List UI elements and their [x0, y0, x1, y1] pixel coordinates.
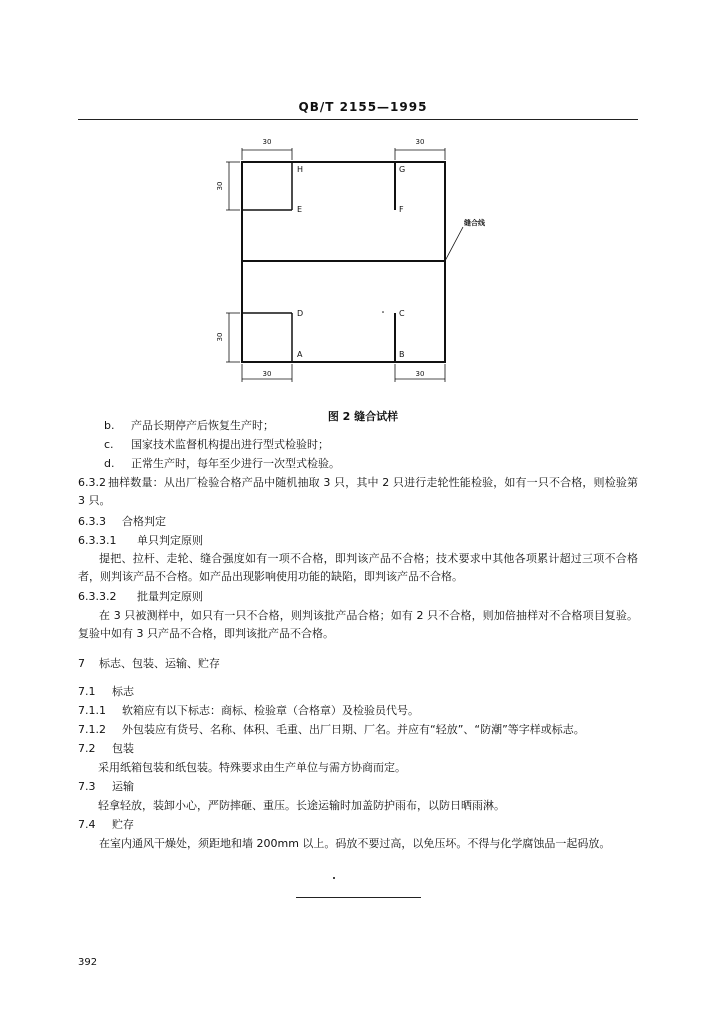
item-b-text: 产品长期停产后恢复生产时； [131, 419, 274, 432]
section-72-body: 采用纸箱包装和纸包装。特殊要求由生产单位与需方协商而定。 [98, 761, 406, 774]
section-6331-number: 6.3.3.1 [78, 534, 117, 547]
header-rule [78, 119, 638, 120]
page-number: 392 [78, 957, 98, 968]
section-71-title: 标志 [112, 685, 134, 698]
dim-top-left-label: 30 [262, 138, 272, 146]
section-73-body: 轻拿轻放，装卸小心，严防摔砸、重压。长途运输时加盖防护雨布，以防日晒雨淋。 [98, 799, 505, 812]
section-7-number: 7 [78, 657, 85, 670]
page-header: QB/T 2155—1995 [298, 100, 428, 114]
label-G: G [399, 165, 406, 174]
section-633-title: 合格判定 [122, 515, 166, 528]
seam-label: 缝合线 [464, 219, 485, 227]
section-712-number: 7.1.2 [78, 723, 106, 736]
label-F: F [399, 205, 404, 214]
seam-leader [445, 227, 463, 261]
label-C: C [399, 309, 405, 318]
section-6331-title: 单只判定原则 [137, 534, 203, 547]
item-c-text: 国家技术监督机构提出进行型式检验时； [131, 438, 329, 451]
section-72-number: 7.2 [78, 742, 96, 755]
section-6332-body: 在 3 只被测样中，如只有一只不合格，则判该批产品合格；如有 2 只不合格，则加倍抽样对不合格项目复验。复验中如有 3 只产品不合格，即判该批产品不合格。 [78, 609, 638, 640]
section-73-number: 7.3 [78, 780, 96, 793]
dim-bottom-right-label: 30 [415, 370, 425, 378]
dim-left-top-label: 30 [216, 181, 224, 191]
section-71-number: 7.1 [78, 685, 96, 698]
section-6332-number: 6.3.3.2 [78, 590, 117, 603]
label-B: B [399, 350, 405, 359]
label-H: H [297, 165, 304, 174]
item-d-text: 正常生产时，每年至少进行一次型式检验。 [131, 457, 340, 470]
dim-bottom-left-label: 30 [262, 370, 272, 378]
section-711-number: 7.1.1 [78, 704, 106, 717]
label-D: D [297, 309, 304, 318]
label-E: E [297, 205, 303, 214]
section-632-number: 6.3.2 [78, 476, 106, 489]
section-633-number: 6.3.3 [78, 515, 106, 528]
section-711-text: 软箱应有以下标志：商标、检验章（合格章）及检验员代号。 [122, 704, 419, 717]
section-6331-body: 提把、拉杆、走轮、缝合强度如有一项不合格，即判该产品不合格；技术要求中其他各项累计超过三项不合格者，则判该产品不合格。如产品出现影响使用功能的缺陷，即判该产品不合格。 [78, 552, 638, 583]
section-74-title: 贮存 [112, 818, 134, 831]
dim-top-right-label: 30 [415, 138, 425, 146]
end-rule [296, 897, 421, 898]
section-74-body: 在室内通风干燥处，须距地和墙 200mm 以上。码放不要过高，以免压坏。不得与化学腐蚀品一起码放。 [99, 837, 611, 850]
item-c-mark: c. [104, 438, 114, 451]
section-7-title: 标志、包装、运输、贮存 [99, 657, 220, 670]
section-73-title: 运输 [112, 780, 134, 793]
seam-sample-figure [200, 130, 500, 390]
label-A: A [297, 350, 303, 359]
item-b-mark: b. [104, 419, 115, 432]
section-72-title: 包装 [112, 742, 134, 755]
stray-mark [333, 877, 335, 879]
section-74-number: 7.4 [78, 818, 96, 831]
section-632-text: 抽样数量：从出厂检验合格产品中随机抽取 3 只，其中 2 只进行走轮性能检验，如有一只不合格，则检验第 3 只。 [78, 476, 638, 507]
section-6332-title: 批量判定原则 [137, 590, 203, 603]
dim-left-bottom-label: 30 [216, 332, 224, 342]
item-d-mark: d. [104, 457, 115, 470]
section-712-text: 外包装应有货号、名称、体积、毛重、出厂日期、厂名。并应有“轻放”、“防潮”等字样或标志。 [122, 723, 585, 736]
figure-caption: 图 2 缝合试样 [327, 410, 399, 423]
